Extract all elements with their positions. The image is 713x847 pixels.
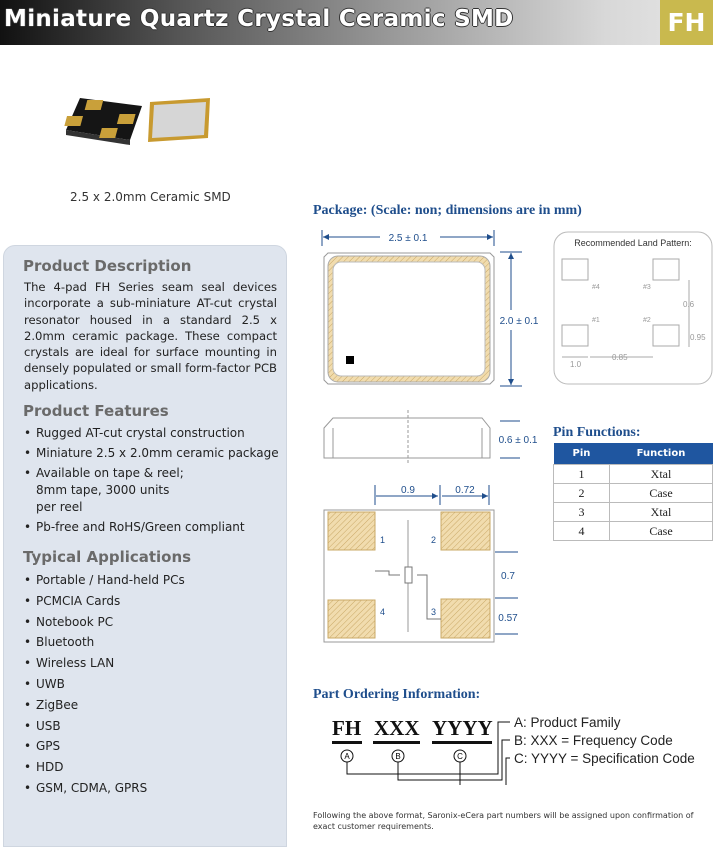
list-item: • PCMCIA Cards: [24, 591, 185, 612]
page-title: Miniature Quartz Crystal Ceramic SMD: [4, 6, 514, 32]
side-view: [324, 410, 538, 465]
pin-label: 1: [380, 535, 386, 545]
series-badge: FH: [660, 0, 713, 45]
list-item: • Available on tape & reel; 8mm tape, 3000 units per reel: [24, 465, 186, 516]
code-frequency: XXX: [374, 716, 420, 740]
function-cell: Xtal: [610, 465, 713, 484]
top-view: [322, 230, 539, 386]
pin1-marker: [346, 356, 354, 364]
bottom-view: [324, 485, 518, 642]
pin-cell: 2: [554, 484, 610, 503]
list-item: • Pb-free and RoHS/Green compliant: [24, 519, 279, 536]
legend-b: B: XXX = Frequency Code: [514, 733, 673, 748]
pin-label: 4: [380, 607, 386, 617]
package-heading: Package: (Scale: non; dimensions are in mm): [313, 203, 582, 218]
table-row: [554, 503, 713, 522]
legend-a: A: Product Family: [514, 715, 621, 730]
info-panel: [3, 245, 287, 847]
list-item: • USB: [24, 716, 185, 737]
code-specification: YYYY: [432, 716, 493, 740]
list-item: • HDD: [24, 757, 185, 778]
photo-caption: 2.5 x 2.0mm Ceramic SMD: [70, 190, 231, 204]
list-item: • ZigBee: [24, 695, 185, 716]
pin-functions-table: [553, 443, 713, 541]
list-item: • Wireless LAN: [24, 653, 185, 674]
function-cell: Xtal: [610, 503, 713, 522]
list-item: • Miniature 2.5 x 2.0mm ceramic package: [24, 445, 279, 462]
column-header: Function: [610, 443, 713, 465]
list-item: • Portable / Hand-held PCs: [24, 570, 185, 591]
list-item: • UWB: [24, 674, 185, 695]
product-photo: [60, 90, 220, 150]
pin-cell: 4: [554, 522, 610, 541]
width-dimension: 2.5 ± 0.1: [388, 233, 428, 244]
land-dim-h2: 0.85: [612, 353, 628, 362]
part-ordering-heading: Part Ordering Information:: [313, 687, 481, 702]
list-item: • GPS: [24, 736, 185, 757]
bottom-dim-d: 0.57: [498, 613, 518, 624]
code-family: FH: [332, 716, 362, 740]
function-cell: Case: [610, 522, 713, 541]
pin-label: 2: [431, 535, 437, 545]
land-pattern-title: Recommended Land Pattern:: [574, 238, 692, 248]
marker-c: C: [457, 752, 463, 761]
pad-label: #4: [592, 284, 600, 291]
package-drawings: [300, 220, 713, 660]
marker-a: A: [344, 752, 350, 761]
list-item: • GSM, CDMA, GPRS: [24, 778, 185, 799]
ordering-footnote: Following the above format, Saronix-eCera part numbers will be assigned upon confirmation of exact customer requirements.: [313, 811, 694, 831]
function-cell: Case: [610, 484, 713, 503]
pad-label: #1: [592, 317, 600, 324]
land-dim-v2: 0.95: [690, 333, 706, 342]
pin-functions-heading: Pin Functions:: [553, 425, 641, 440]
pin-cell: 1: [554, 465, 610, 484]
list-item: • Notebook PC: [24, 612, 185, 633]
features-list: [24, 425, 279, 536]
height-dimension: 2.0 ± 0.1: [499, 316, 539, 327]
marker-b: B: [395, 752, 401, 761]
land-pattern: [554, 232, 712, 384]
list-item: • Rugged AT-cut crystal construction: [24, 425, 279, 442]
table-header-row: [554, 443, 713, 465]
table-row: [554, 465, 713, 484]
bottom-dim-c: 0.7: [501, 571, 515, 582]
typical-applications-heading: Typical Applications: [23, 548, 192, 566]
pin-cell: 3: [554, 503, 610, 522]
pad-label: #3: [643, 284, 651, 291]
part-ordering-diagram: [320, 705, 713, 785]
pin-label: 3: [431, 607, 437, 617]
legend-c: C: YYYY = Specification Code: [514, 751, 695, 766]
table-row: [554, 522, 713, 541]
table-row: [554, 484, 713, 503]
list-item: • Bluetooth: [24, 632, 185, 653]
product-description-text: The 4-pad FH Series seam seal devices incorporate a sub-miniature AT-cut crystal resonator housed in a standard 2.5 x 2.0mm ceramic package. These compact crystals are ideal for surface mounting in densely populated or small form-factor PCB applications.: [24, 280, 278, 392]
applications-list: [24, 570, 185, 799]
bottom-dim-b: 0.72: [455, 485, 475, 496]
land-dim-v1: 0.6: [683, 300, 695, 309]
thickness-dimension: 0.6 ± 0.1: [498, 435, 538, 446]
column-header: Pin: [554, 443, 610, 465]
bottom-dim-a: 0.9: [401, 485, 415, 496]
land-dim-h1: 1.0: [570, 360, 582, 369]
product-features-heading: Product Features: [23, 402, 169, 420]
product-description-heading: Product Description: [23, 257, 192, 275]
pad-label: #2: [643, 317, 651, 324]
